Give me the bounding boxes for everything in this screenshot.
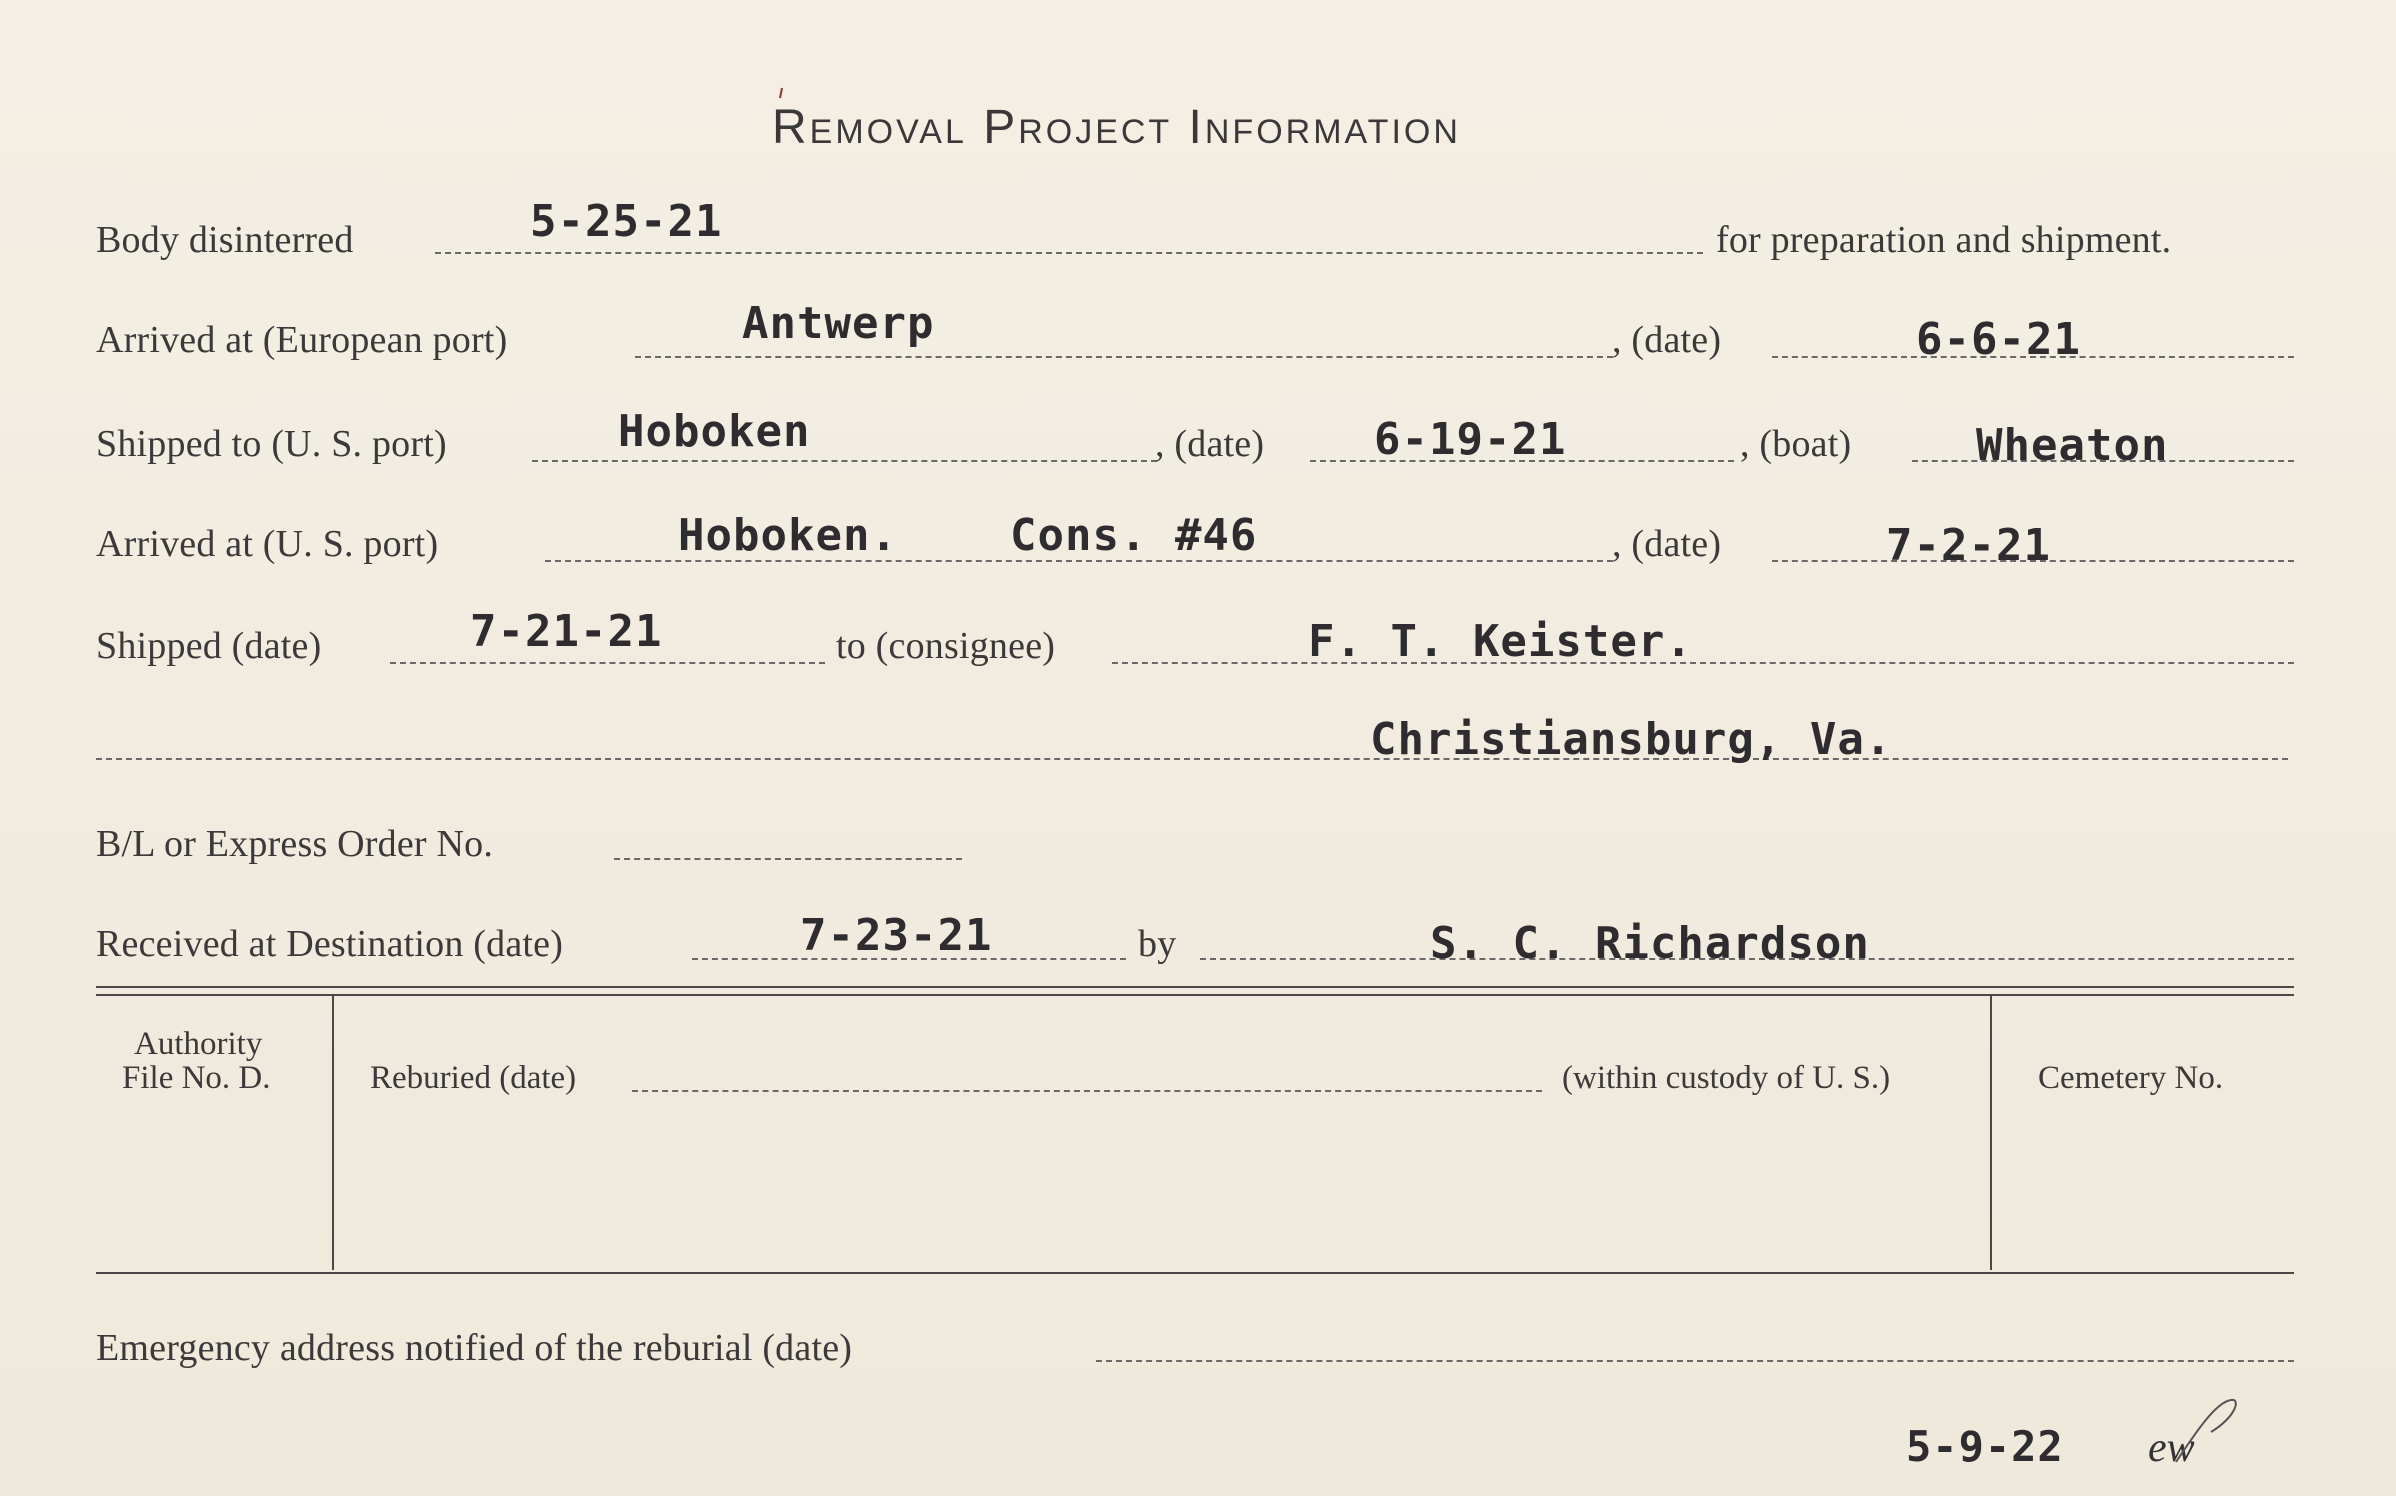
arrived-eu-port-value: Antwerp [742,298,935,349]
consignee-address-value: Christiansburg, Va. [1370,714,1893,765]
disinterred-dotted-line [435,252,1703,254]
emergency-dotted-line [1096,1360,2294,1362]
cemetery-label: Cemetery No. [2038,1060,2224,1096]
table-divider-left [332,996,334,1270]
table-top-rule-inner [96,994,2294,996]
arrived-us-date-label: , (date) [1612,523,1722,565]
table-top-rule [96,986,2294,988]
shipped-us-dotted-line [532,460,1157,462]
bl-express-label: B/L or Express Order No. [96,823,494,865]
table-divider-right [1990,996,1992,1270]
arrived-eu-label: Arrived at (European port) [96,319,508,361]
arrived-eu-date-value: 6-6-21 [1916,314,2081,365]
consignee-label: to (consignee) [836,625,1056,667]
page-title: Removal Project Information [772,101,1461,154]
initials-flourish-icon [2166,1392,2246,1472]
consignee-address-dotted-line [96,758,2288,760]
emergency-label: Emergency address notified of the reburial (date) [96,1327,853,1369]
received-date-value: 7-23-21 [800,910,993,961]
disinterred-suffix-label: for preparation and shipment. [1716,219,2172,261]
authority-label-line1: Authority [134,1026,263,1062]
arrived-us-label: Arrived at (U. S. port) [96,523,439,565]
bl-express-dotted-line [614,858,962,860]
arrived-eu-date-label: , (date) [1612,319,1722,361]
shipped-us-date-label: , (date) [1155,423,1265,465]
disinterred-label: Body disinterred [96,219,354,261]
arrived-us-port-value: Hoboken. [678,510,898,561]
reburied-label: Reburied (date) [370,1060,577,1096]
shipped-us-boat-value: Wheaton [1976,420,2169,471]
consignee-value: F. T. Keister. [1308,616,1693,667]
shipped-us-date-value: 6-19-21 [1374,414,1567,465]
received-by-label: by [1138,923,1177,965]
reburied-dotted-line [632,1090,1542,1092]
table-bottom-rule [96,1272,2294,1274]
shipped-us-port-value: Hoboken [618,406,811,457]
shipped-date-label: Shipped (date) [96,625,322,667]
arrived-eu-dotted-line [635,356,1613,358]
arrived-us-date-value: 7-2-21 [1886,520,2051,571]
footer-date: 5-9-22 [1906,1422,2064,1471]
shipped-date-dotted-line [390,662,825,664]
shipped-date-value: 7-21-21 [470,606,663,657]
custody-label: (within custody of U. S.) [1562,1060,1891,1096]
received-label: Received at Destination (date) [96,923,564,965]
received-by-value: S. C. Richardson [1430,918,1870,969]
footer-initials: ew [2148,1425,2195,1471]
consignee-dotted-line [1112,662,2294,664]
tick-mark-icon [776,86,788,102]
shipped-us-boat-label: , (boat) [1740,423,1852,465]
disinterred-date-value: 5-25-21 [530,196,723,247]
arrived-us-cons-value: Cons. #46 [1010,510,1258,561]
authority-label-line2: File No. D. [122,1060,271,1096]
shipped-us-label: Shipped to (U. S. port) [96,423,447,465]
